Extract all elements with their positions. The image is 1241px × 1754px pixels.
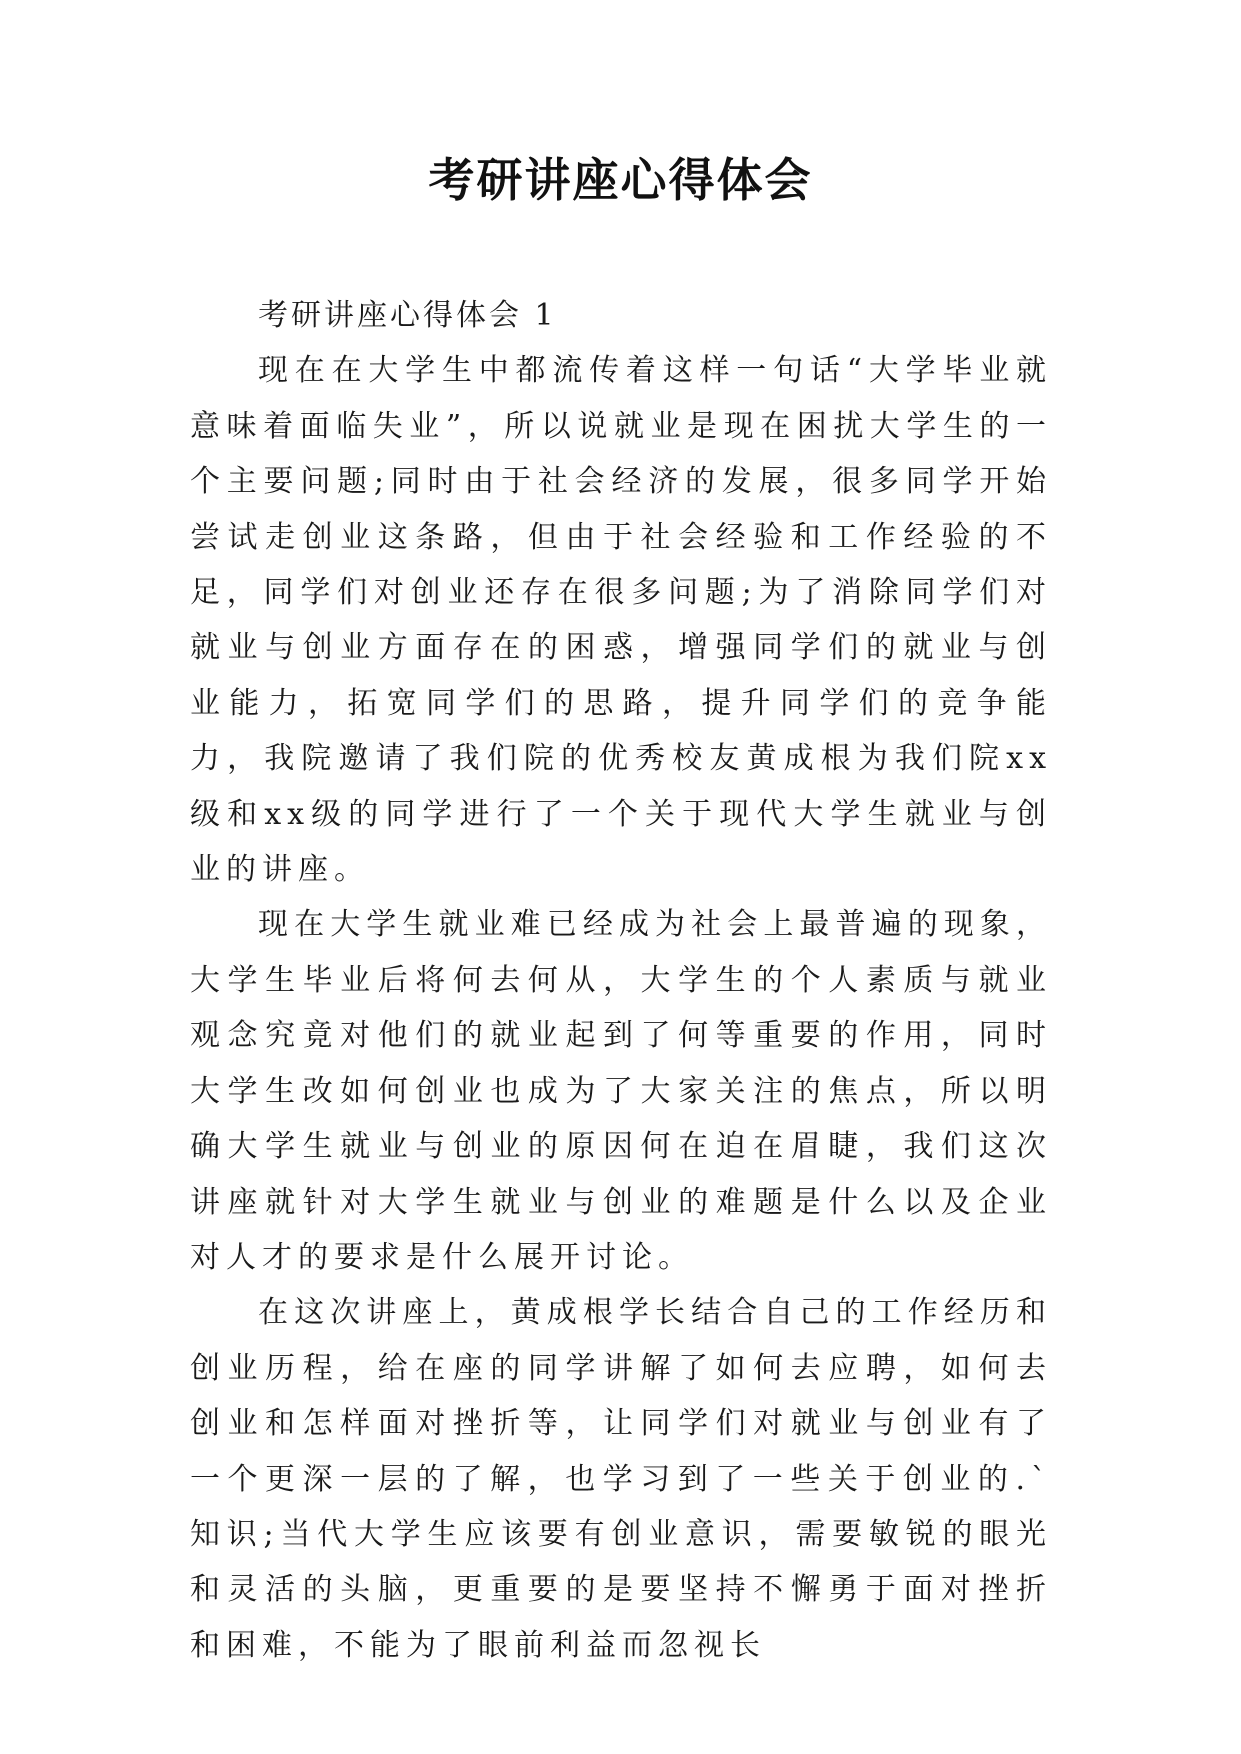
document-body <box>190 288 1052 1673</box>
paragraph-3: 在这次讲座上，黄成根学长结合自己的工作经历和创业历程，给在座的同学讲解了如何去应聘，如何去创业和怎样面对挫折等，让同学们对就业与创业有了一个更深一层的了解，也学习到了一些关于创业的.`知识;当代大学生应该要有创业意识，需要敏锐的眼光和灵活的头脑，更重要的是要坚持不懈勇于面对挫折和困难，不能为了眼前利益而忽视长 <box>190 1295 1052 1663</box>
paragraph-1: 现在在大学生中都流传着这样一句话“大学毕业就意味着面临失业”，所以说就业是现在困扰大学生的一个主要问题;同时由于社会经济的发展，很多同学开始尝试走创业这条路，但由于社会经验和工作经验的不足，同学们对创业还存在很多问题;为了消除同学们对就业与创业方面存在的困惑，增强同学们的就业与创业能力，拓宽同学们的思路，提升同学们的竞争能力，我院邀请了我们院的优秀校友黄成根为我们院xx级和xx级的同学进行了一个关于现代大学生就业与创业的讲座。 <box>190 353 1052 888</box>
paragraph-2: 现在大学生就业难已经成为社会上最普遍的现象，大学生毕业后将何去何从，大学生的个人素质与就业观念究竟对他们的就业起到了何等重要的作用，同时大学生改如何创业也成为了大家关注的焦点，所以明确大学生就业与创业的原因何在迫在眉睫，我们这次讲座就针对大学生就业与创业的难题是什么以及企业对人才的要求是什么展开讨论。 <box>190 907 1052 1275</box>
document-title: 考研讲座心得体会 <box>428 153 813 207</box>
section-subtitle: 考研讲座心得体会 1 <box>258 298 557 333</box>
